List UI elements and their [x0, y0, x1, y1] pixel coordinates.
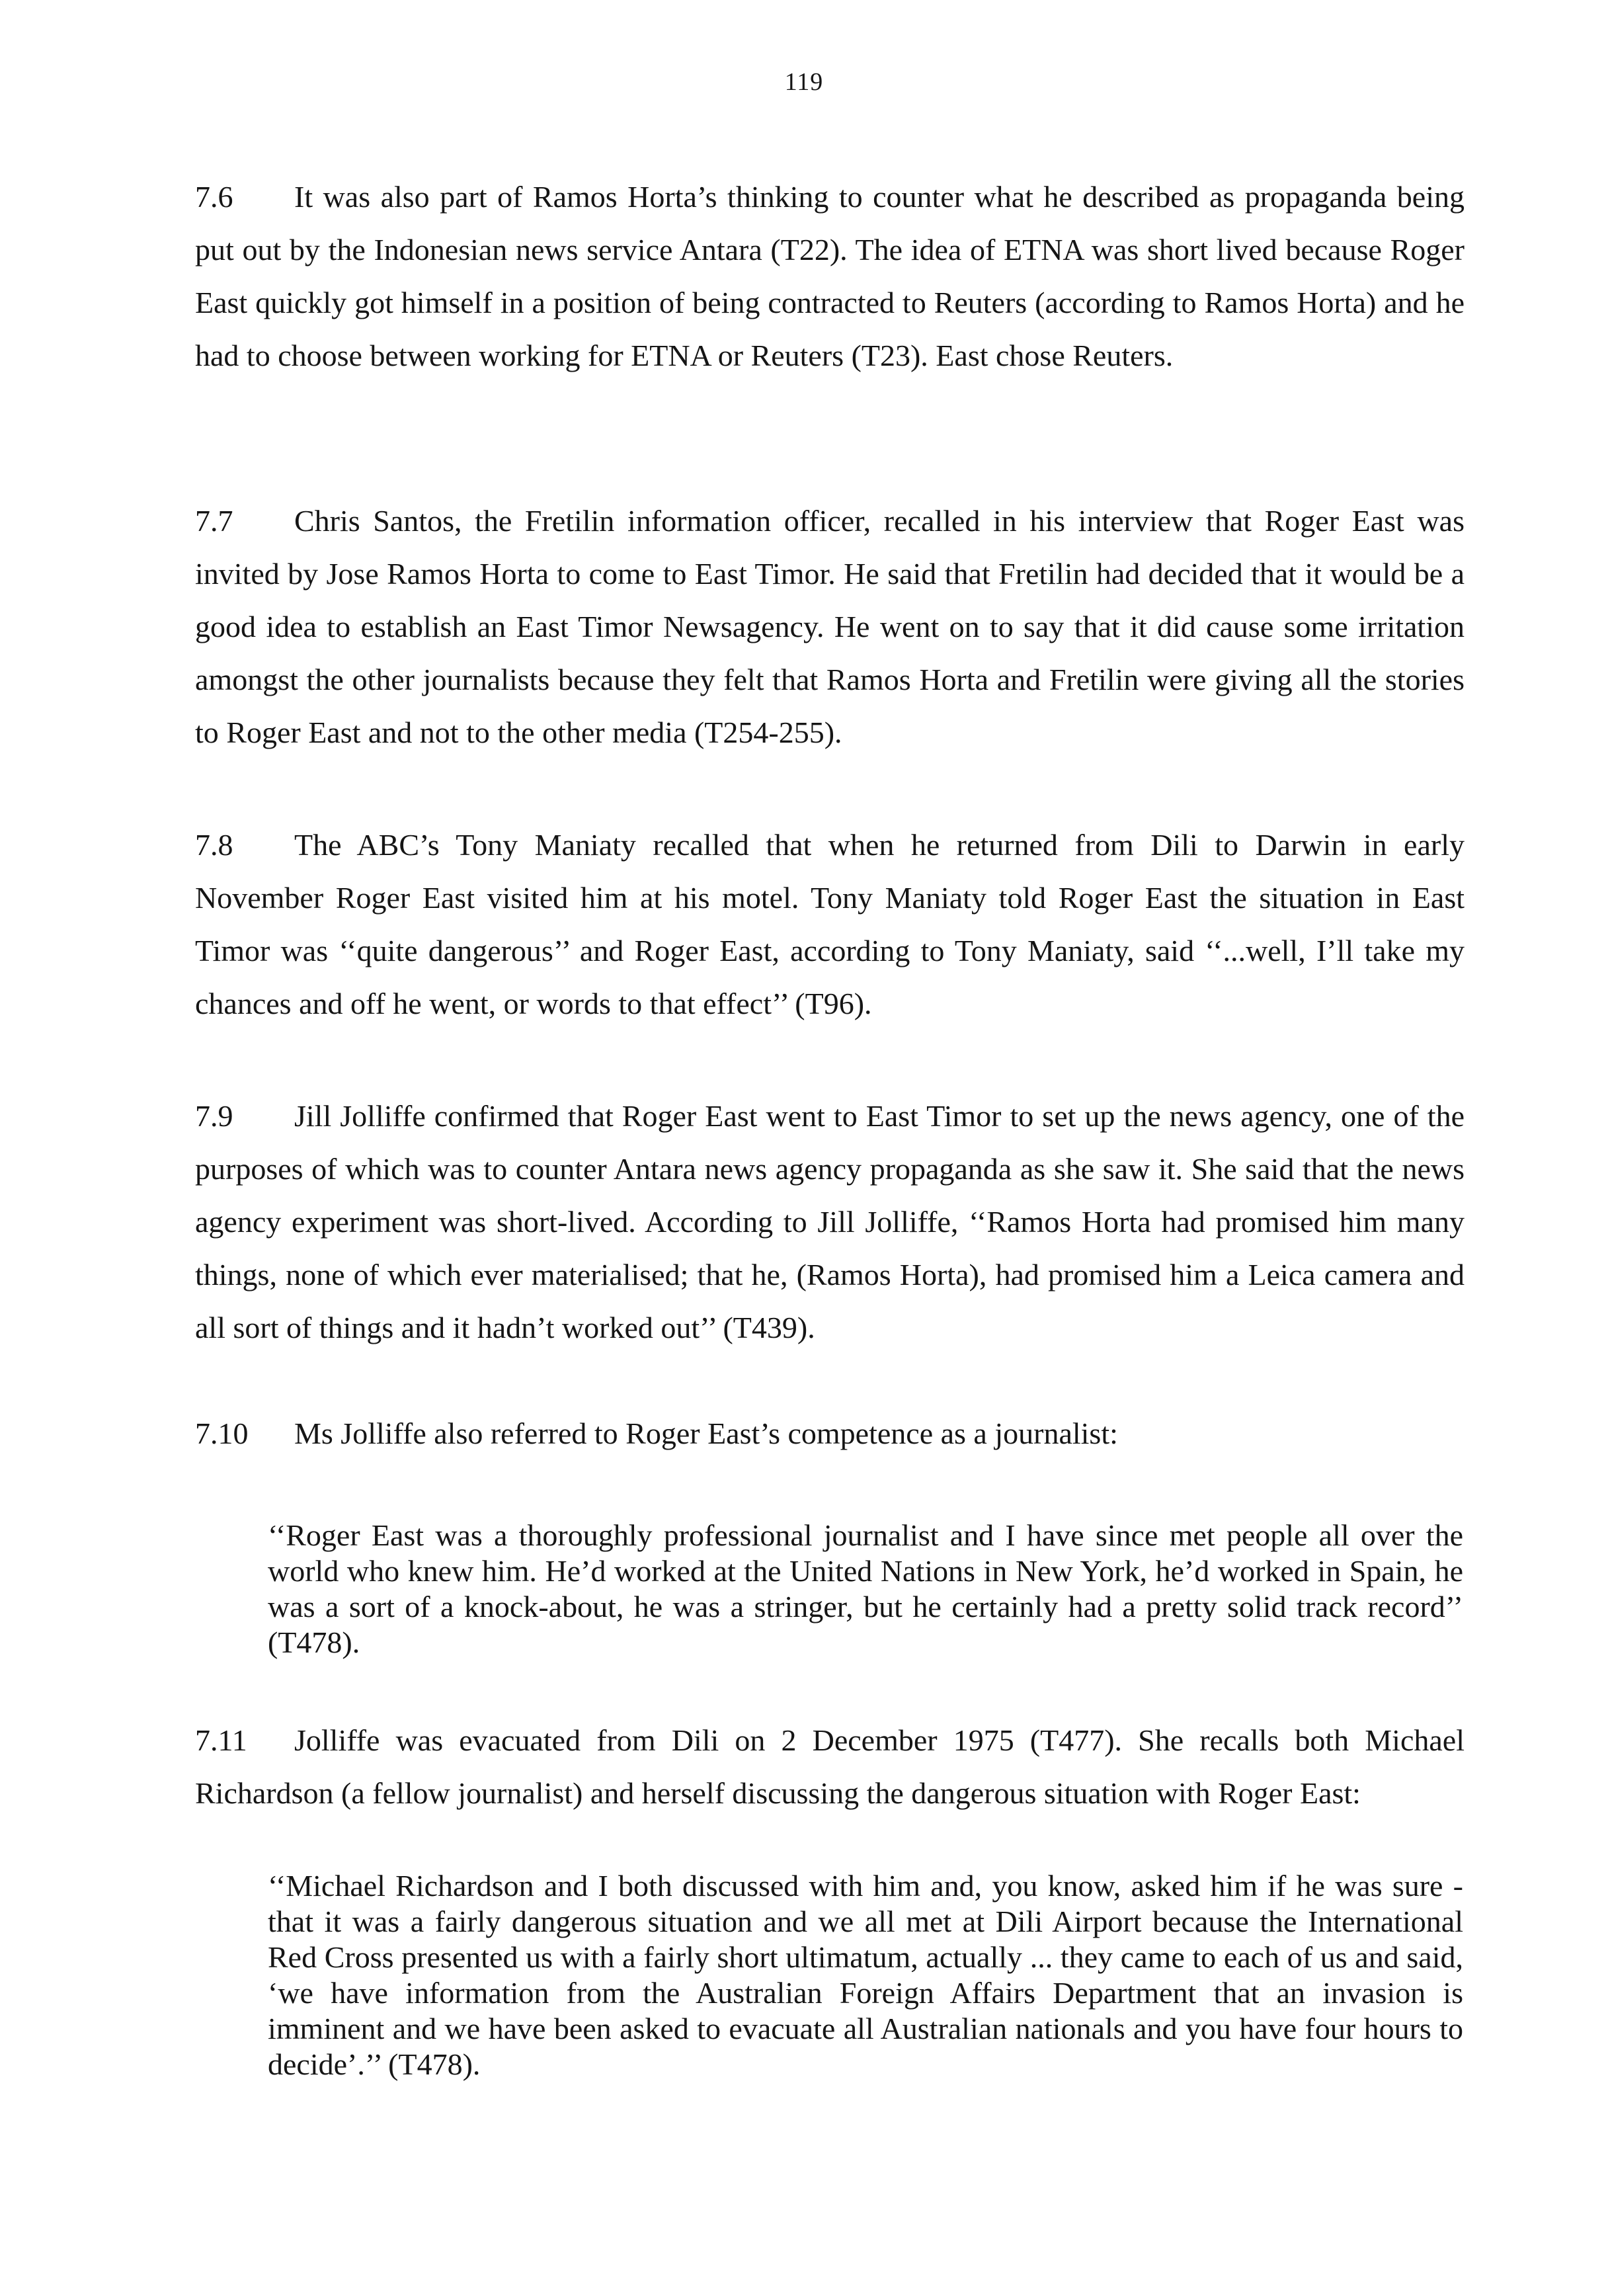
paragraph-7-7: [195, 495, 1465, 759]
quote-text: ‘‘Roger East was a thoroughly professional journalist and I have since met people all over the world who knew him. He’d worked at the United Nations in New York, he’d worked in Spain, he was a sort of a knock-about, he was a stringer, but he certainly had a pretty solid track record’’ (T478).: [268, 1518, 1463, 1659]
paragraph-number: 7.10: [195, 1416, 249, 1450]
paragraph-number: 7.6: [195, 180, 233, 214]
page-number: 119: [784, 68, 824, 96]
paragraph-7-10: [195, 1407, 1465, 1460]
paragraph-text: Jolliffe was evacuated from Dili on 2 December 1975 (T477). She recalls both Michael Richardson (a fellow journalist) and herself discussing the dangerous situation with Roger East:: [195, 1723, 1465, 1810]
block-quote-east-competence: [268, 1518, 1463, 1660]
paragraph-7-6: [195, 171, 1465, 382]
paragraph-text: Ms Jolliffe also referred to Roger East’s competence as a journalist:: [294, 1416, 1118, 1450]
paragraph-number: 7.9: [195, 1099, 233, 1133]
paragraph-text: The ABC’s Tony Maniaty recalled that when he returned from Dili to Darwin in early November Roger East visited him at his motel. Tony Maniaty told Roger East the situation in East Timor was ‘‘quite dangerous’’ and Roger East, according to Tony Maniaty, said ‘‘...well, I’ll take my chances and off he went, or words to that effect’’ (T96).: [195, 828, 1465, 1020]
paragraph-text: It was also part of Ramos Horta’s thinking to counter what he described as propaganda being put out by the Indonesian news service Antara (T22). The idea of ETNA was short lived because Roger East quickly got himself in a position of being contracted to Reuters (according to Ramos Horta) and he had to choose between working for ETNA or Reuters (T23). East chose Reuters.: [195, 180, 1465, 372]
paragraph-number: 7.8: [195, 828, 233, 862]
paragraph-number: 7.11: [195, 1723, 247, 1757]
quote-text: ‘‘Michael Richardson and I both discussed with him and, you know, asked him if he was sure - that it was a fairly dangerous situation and we all met at Dili Airport because the International Red Cross presented us with a fairly short ultimatum, actually ... they came to each of us and said, ‘we have information from the Australian Foreign Affairs Department that an invasion is imminent and we have been asked to evacuate all Australian nationals and you have four hours to decide’.’’ (T478).: [268, 1869, 1463, 2081]
paragraph-7-11: [195, 1714, 1465, 1820]
paragraph-number: 7.7: [195, 504, 233, 538]
block-quote-evacuation: [268, 1868, 1463, 2082]
paragraph-text: Chris Santos, the Fretilin information officer, recalled in his interview that Roger East was invited by Jose Ramos Horta to come to East Timor. He said that Fretilin had decided that it would be a good idea to establish an East Timor Newsagency. He went on to say that it did cause some irritation amongst the other journalists because they felt that Ramos Horta and Fretilin were giving all the stories to Roger East and not to the other media (T254-255).: [195, 504, 1465, 749]
paragraph-7-9: [195, 1090, 1465, 1354]
paragraph-7-8: [195, 819, 1465, 1030]
paragraph-text: Jill Jolliffe confirmed that Roger East went to East Timor to set up the news agency, one of the purposes of which was to counter Antara news agency propaganda as she saw it. She said that the news agency experiment was short-lived. According to Jill Jolliffe, ‘‘Ramos Horta had promised him many things, none of which ever materialised; that he, (Ramos Horta), had promised him a Leica camera and all sort of things and it hadn’t worked out’’ (T439).: [195, 1099, 1465, 1344]
